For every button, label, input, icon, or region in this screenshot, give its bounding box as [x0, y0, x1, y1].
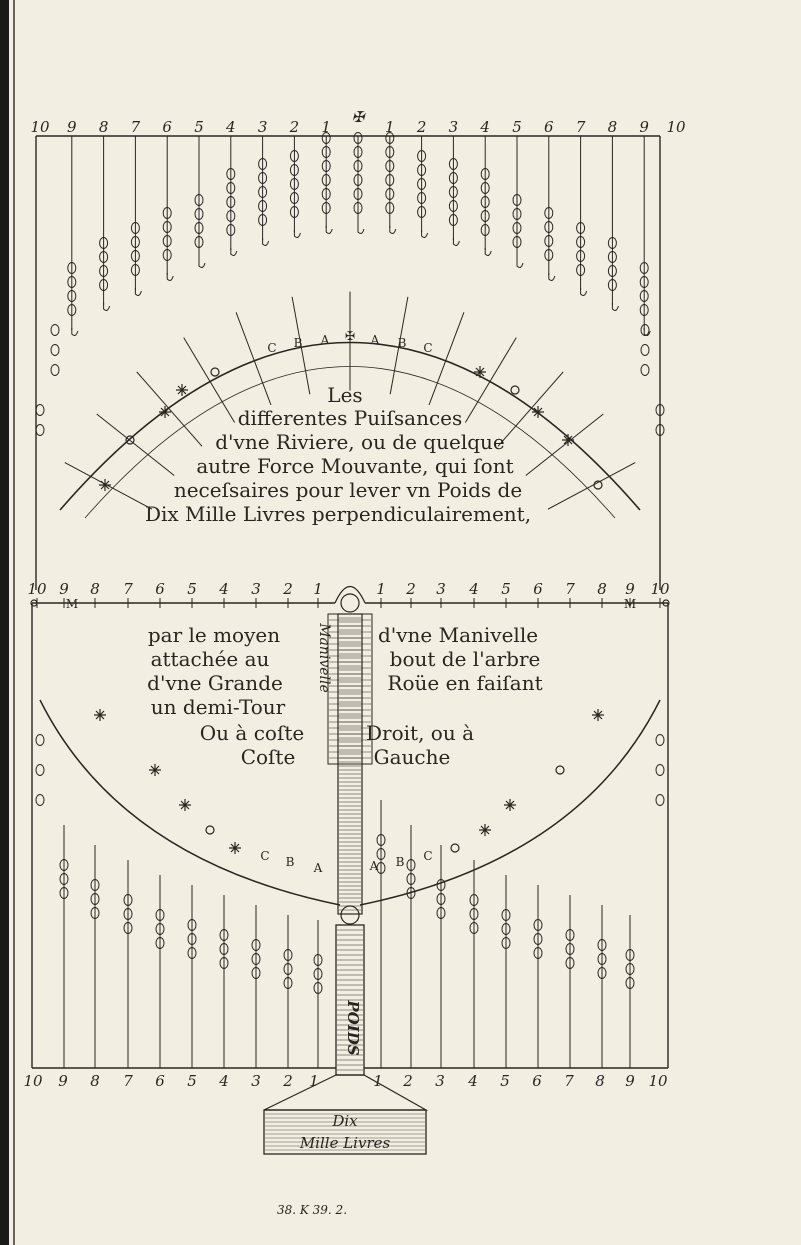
left-text-6: Coſte [240, 745, 296, 769]
bottom-scale-right-label: 2 [403, 1072, 413, 1090]
upper-arc-letter: A [320, 333, 330, 347]
middle-scale-left-label: 5 [187, 580, 197, 598]
right-text-5: Gauche [373, 745, 451, 769]
top-scale-label: 6 [162, 118, 172, 136]
title-line-5: neceſsaires pour lever vn Poids de [173, 478, 523, 502]
bottom-scale-left-label: 7 [123, 1072, 133, 1090]
left-text-1: par le moyen [147, 623, 281, 647]
top-scale-label: 7 [130, 118, 141, 136]
right-marker-m: M [623, 597, 637, 611]
top-scale-label: 3 [448, 118, 459, 136]
left-marker-m: M [65, 597, 79, 611]
top-scale-label: ✠ [351, 108, 365, 126]
lower-right-arc-letter: A [369, 859, 379, 873]
middle-scale-right-label: 9 [625, 580, 635, 598]
title-line-3: d'vne Riviere, ou de quelque [215, 430, 505, 454]
title-line-1: Les [327, 383, 363, 407]
middle-scale-right-label: 2 [406, 580, 416, 598]
title-line-6: Dix Mille Livres perpendiculairement, [144, 502, 532, 526]
top-scale-label: 8 [98, 118, 109, 136]
top-scale-label: 10 [666, 118, 686, 136]
middle-scale-left-label: 8 [90, 580, 100, 598]
middle-scale-left-label: 3 [251, 580, 261, 598]
upper-arc-letter: A [370, 333, 380, 347]
bottom-scale-right-label: 1 [373, 1072, 383, 1090]
lower-left-arc-letter: C [260, 849, 270, 863]
left-text-3: d'vne Grande [147, 671, 283, 695]
lower-right-arc-letter: C [423, 849, 433, 863]
middle-scale-left-label: 4 [219, 580, 229, 598]
middle-scale-right-label: 6 [533, 580, 543, 598]
middle-scale-left-label: 7 [123, 580, 133, 598]
lower-right-arc-letter: B [395, 855, 405, 869]
top-scale-label: 8 [607, 118, 618, 136]
bottom-scale-left-label: 8 [90, 1072, 100, 1090]
middle-scale-left-label: 6 [155, 580, 165, 598]
top-scale-label: 6 [544, 118, 554, 136]
top-scale-label: 3 [257, 118, 268, 136]
bottom-scale-right-label: 6 [532, 1072, 542, 1090]
middle-scale-left-label: 10 [27, 580, 47, 598]
bottom-scale-right-label: 4 [468, 1072, 478, 1090]
binding-edge [0, 0, 9, 1245]
top-scale-label: 1 [321, 118, 331, 136]
weight-line-1: Dix [332, 1112, 358, 1130]
middle-scale-right-label: 10 [650, 580, 670, 598]
middle-scale-left-label: 1 [313, 580, 323, 598]
lower-left-arc-letter: A [313, 861, 323, 875]
right-text-2: bout de l'arbre [389, 647, 541, 671]
top-scale-label: 7 [575, 118, 586, 136]
middle-scale-right-label: 5 [501, 580, 511, 598]
title-line-2: differentes Puiſsances [237, 406, 463, 430]
weight-line-2: Mille Livres [299, 1134, 391, 1152]
top-scale-label: 1 [385, 118, 395, 136]
bottom-scale-left-label: 5 [187, 1072, 197, 1090]
middle-scale-right-label: 7 [565, 580, 575, 598]
bottom-scale-left-label: 4 [219, 1072, 229, 1090]
bottom-scale-left-label: 2 [283, 1072, 293, 1090]
middle-scale-right-label: 3 [436, 580, 446, 598]
right-text-1: d'vne Manivelle [377, 623, 539, 647]
top-scale-label: 4 [226, 118, 236, 136]
bottom-scale-left-label: 3 [251, 1072, 261, 1090]
bottom-scale-right-label: 7 [564, 1072, 574, 1090]
top-scale-label: 2 [416, 118, 427, 136]
lower-left-arc-letter: B [285, 855, 295, 869]
top-scale-label: 9 [67, 118, 77, 136]
middle-scale-left-label: 9 [59, 580, 69, 598]
bottom-scale-right-label: 5 [500, 1072, 510, 1090]
top-scale-label: 2 [289, 118, 300, 136]
upper-arc-letter: C [423, 341, 433, 355]
manivelle-vertical-label: Manivelle [316, 623, 332, 693]
upper-arc-letter: ✠ [344, 329, 356, 343]
bottom-scale-left-label: 6 [155, 1072, 165, 1090]
right-text-4: Droit, ou à [366, 721, 474, 745]
top-scale-label: 10 [30, 118, 50, 136]
bottom-scale-left-label: 1 [309, 1072, 319, 1090]
bottom-scale-left-label: 9 [58, 1072, 68, 1090]
upper-arc-letter: B [293, 336, 303, 350]
left-text-2: attachée au [150, 647, 270, 671]
title-line-4: autre Force Mouvante, qui ſont [196, 454, 514, 478]
plate-reference: 38. K 39. 2. [276, 1203, 348, 1217]
middle-scale-left-label: 2 [283, 580, 293, 598]
bottom-scale-right-label: 10 [648, 1072, 668, 1090]
right-text-3: Roüe en faiſant [387, 671, 543, 695]
middle-scale-right-label: 4 [469, 580, 479, 598]
bottom-scale-right-label: 3 [435, 1072, 445, 1090]
upper-arc-letter: B [397, 336, 407, 350]
poids-label: POIDS [344, 1000, 362, 1056]
left-text-5: Ou à coſte [199, 721, 305, 745]
bottom-scale-right-label: 9 [625, 1072, 635, 1090]
top-scale-label: 5 [194, 118, 204, 136]
top-scale-label: 5 [512, 118, 522, 136]
bottom-scale-right-label: 8 [595, 1072, 605, 1090]
top-scale-label: 9 [639, 118, 649, 136]
left-text-4: un demi-Tour [150, 695, 286, 719]
bottom-scale-left-label: 10 [23, 1072, 43, 1090]
top-scale-label: 4 [480, 118, 490, 136]
upper-arc-letter: C [267, 341, 277, 355]
middle-scale-right-label: 8 [597, 580, 607, 598]
middle-scale-right-label: 1 [376, 580, 386, 598]
